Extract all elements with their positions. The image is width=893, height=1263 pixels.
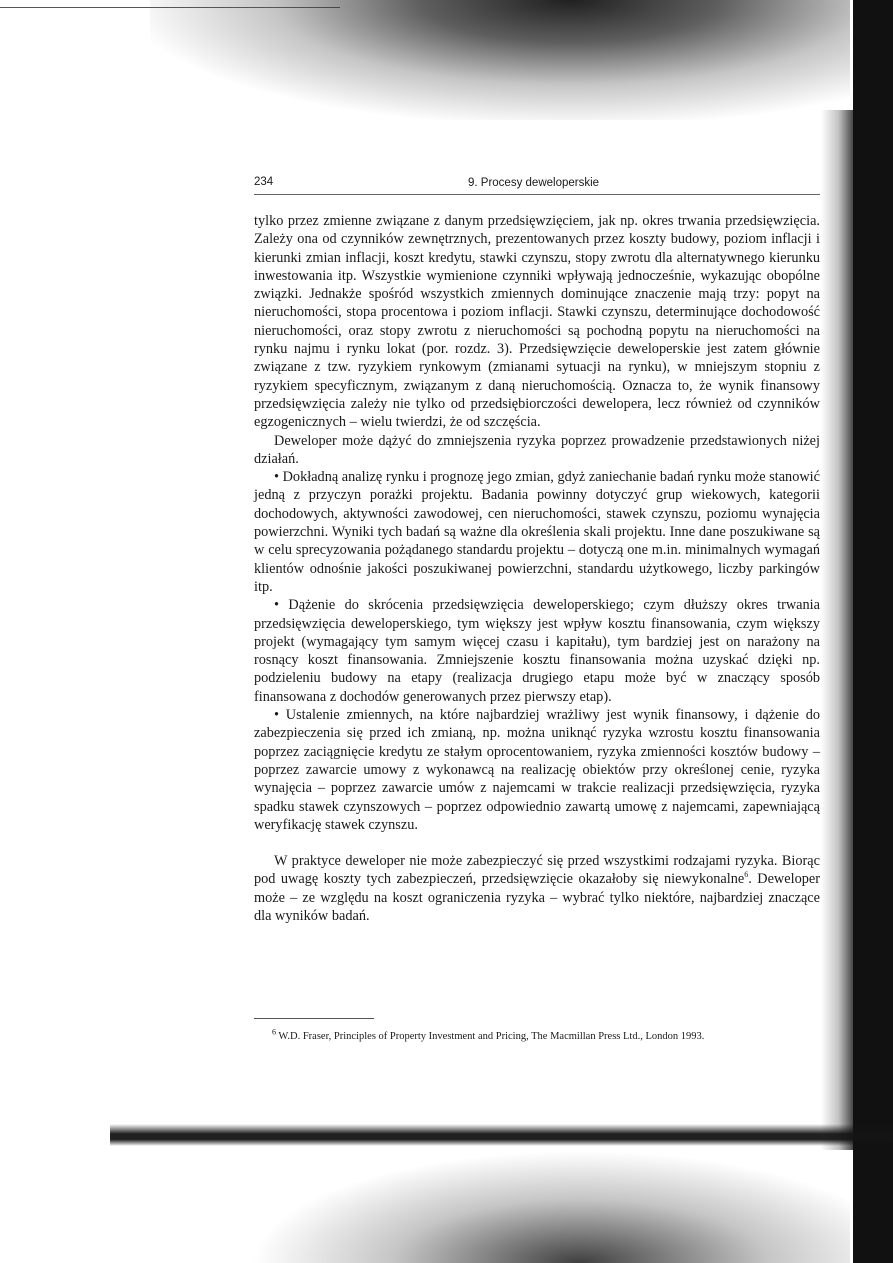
paragraph-text: W praktyce deweloper nie może zabezpieczyć się przed wszystkimi rodzajami ryzyka. Biorąc pod uwagę koszty tych zabezpieczeń, przedsięwzięcie okazałoby się niewykonalne xyxy=(254,853,820,888)
bullet-paragraph: • Dokładną analizę rynku i prognozę jego zmian, gdyż zaniechanie badań rynku może stanowić jedną z przyczyn porażki projektu. Badania powinny dotyczyć grup wiekowych, kategorii dochodowych, aktywności zawodowej, cen nieruchomości, stawek czynszu, poziomu wynajęcia powierzchni. Wyniki tych badań są ważne dla określenia skali projektu. Inne dane poszukiwane są w celu sprecyzowania pożądanego standardu projektu – dotyczą one m.in. minimalnych wymagań klientów odnośnie jakości poszukiwanej powierzchni, standardu użytkowego, liczby parkingów itp. xyxy=(254,469,820,595)
chapter-title: 9. Procesy deweloperskie xyxy=(468,177,600,189)
bullet-paragraph: • Dążenie do skrócenia przedsięwzięcia deweloperskiego; czym dłuższy okres trwania przedsięwzięcia deweloperskiego, tym większy jest wpływ kosztu finansowania, czym większy projekt (wymagający tym samym więcej czasu i kapitału), tym bardziej jest on narażony na rosnący koszt finansowania. Zmniejszenie kosztu finansowania można uzyskać dzięki np. podzieleniu budowy na etapy (realizacja drugiego etapu może być w znaczący sposób finansowana z dochodów generowanych przez pierwszy etap). xyxy=(254,597,820,705)
bullet-paragraph: • Ustalenie zmiennych, na które najbardziej wrażliwy jest wynik finansowy, i dążenie do zabezpieczenia się przed ich zmianą, np. można uniknąć ryzyka wzrostu kosztu finansowania poprzez zaciągnięcie kredytu ze stałym oprocentowaniem, ryzyka zmienności kosztów budowy – poprzez zawarcie umowy z wykonawcą na realizację obiektów przy określonej cenie, ryzyka wynajęcia – poprzez zawarcie umów z najemcami w trakcie realizacji przedsięwzięcia, ryzyka spadku stawek czynszowych – poprzez odpowiednio zawartą umowę z najemcami, zapewniającą weryfikację stawek czynszu. xyxy=(254,707,820,833)
paragraph-text: . Deweloper może – ze względu na koszt ograniczenia ryzyka – wybrać tylko niektóre, najbardziej znaczące dla wyników badań. xyxy=(254,871,820,924)
page-header xyxy=(254,174,820,195)
footnote-divider xyxy=(254,1018,374,1019)
footnote xyxy=(272,1027,832,1044)
footnote-text: W.D. Fraser, Principles of Property Investment and Pricing, The Macmillan Press Ltd., London 1993. xyxy=(276,1031,705,1042)
page-number: 234 xyxy=(254,176,274,188)
paragraph: Deweloper może dążyć do zmniejszenia ryzyka poprzez prowadzenie przedstawionych niżej działań. xyxy=(254,432,820,467)
footnote-marker: 6 xyxy=(272,1027,276,1037)
body-text xyxy=(254,212,820,925)
paragraph xyxy=(254,852,820,925)
paragraph: tylko przez zmienne związane z danym przedsięwzięciem, jak np. okres trwania przedsięwzięcia. Zależy ona od czynników zewnętrznych, prezentowanych przez koszty budowy, poziom inflacji i kierunki zmian inflacji, koszt kredytu, stawki czynszu, stopy zwrotu dla alternatywnego kierunku inwestowania itp. Wszystkie wymienione czynniki wpływają jednocześnie, wykazując obopólne związki. Jednakże spośród wszystkich zmiennych dominujące znaczenie mają trzy: popyt na nieruchomości, stopa procentowa i poziom inflacji. Stawki czynszu, determinujące dochodowość nieruchomości, oraz stopy zwrotu z nieruchomości są pochodną popytu na nieruchomości na rynku najmu i rynku lokat (por. rozdz. 3). Przedsięwzięcie deweloperskie jest zatem głównie związane z tzw. ryzykiem rynkowym (zmianami sytuacji na rynku), w mniejszym stopniu z ryzykiem specyficznym, związanym z daną nieruchomością. Oznacza to, że wynik finansowy przedsięwzięcia zależy nie tylko od przedsiębiorczości dewelopera, lecz również od czynników egzogenicznych – wielu twierdzi, że od szczęścia. xyxy=(254,213,820,431)
footnote-reference: 6 xyxy=(744,870,749,880)
scan-shadow-top xyxy=(150,0,850,120)
scan-shadow-bottom xyxy=(250,1150,850,1263)
scan-edge-bottom xyxy=(110,1124,893,1146)
scan-edge-right xyxy=(853,0,893,1263)
scan-shadow-right xyxy=(821,110,853,1150)
